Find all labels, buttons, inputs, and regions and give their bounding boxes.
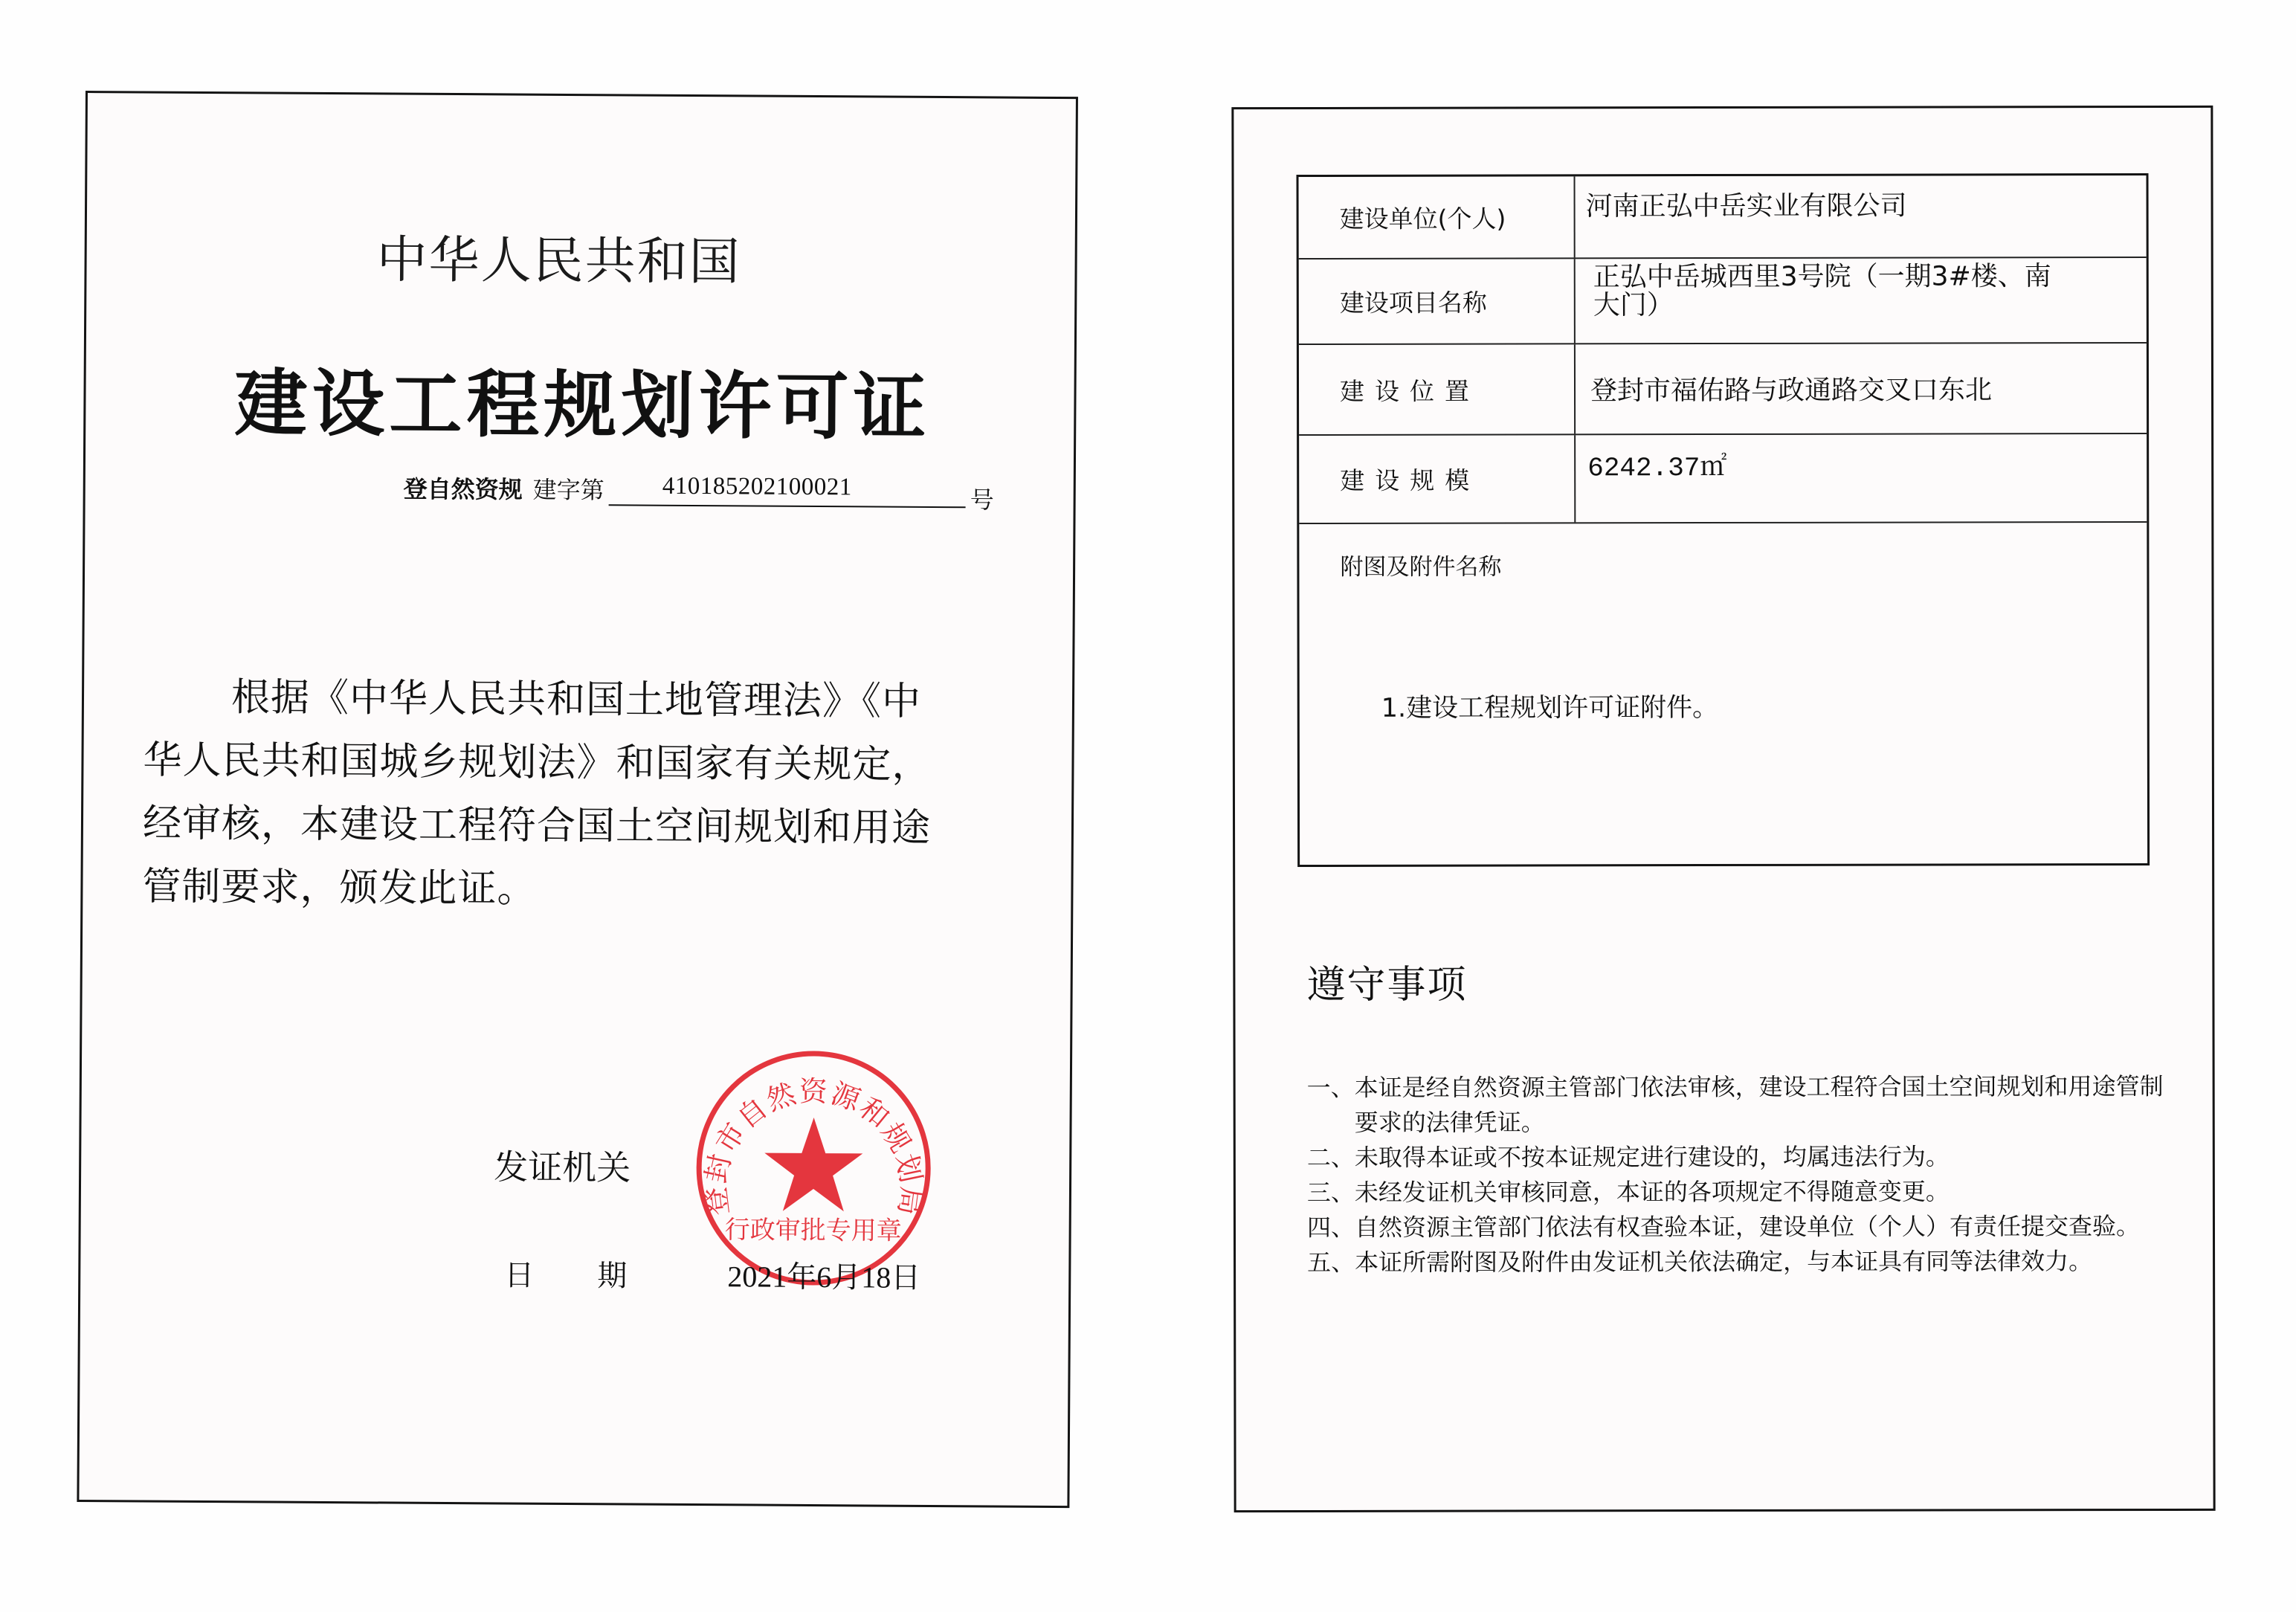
seal-outer-text: 登封市自然资源和规划局: [698, 1074, 929, 1219]
row-value-project-name: [1576, 258, 2147, 343]
note-number: 五、: [1307, 1248, 1355, 1277]
note-number: 三、: [1306, 1178, 1355, 1207]
note-item: [1307, 1139, 2177, 1176]
star-icon: [764, 1118, 863, 1212]
note-number: 一、: [1306, 1073, 1355, 1102]
project-name-line: 正弘中岳城西里3号院（一期3#楼、南: [1593, 261, 2051, 293]
note-text: 未取得本证或不按本证规定进行建设的，均属违法行为。: [1354, 1142, 1950, 1172]
note-number: 四、: [1306, 1213, 1355, 1242]
issuer-label: 发证机关: [494, 1147, 631, 1188]
row-value-location: 登封市福佑路与政通路交叉口东北: [1590, 375, 1993, 407]
table-row: [1299, 434, 2147, 523]
table-row: [1299, 258, 2147, 345]
official-seal-stamp: [694, 1048, 933, 1288]
row-label-builder: 建设单位(个人): [1299, 176, 1576, 258]
note-item: [1307, 1174, 2177, 1210]
note-item: [1307, 1244, 2177, 1280]
note-text: 本证是经自然资源主管部门依法审核，建设工程符合国土空间规划和用途管制要求的法律凭证。: [1354, 1071, 2164, 1137]
row-label-project-name: 建设项目名称: [1299, 259, 1576, 344]
country-name: 中华人民共和国: [376, 230, 741, 292]
notes-list: [1307, 1069, 2177, 1280]
notes-title: 遵守事项: [1306, 962, 1468, 1008]
project-name-line: 大门）: [1593, 290, 1674, 321]
row-value-scale: 6242.37㎡: [1587, 452, 1727, 484]
row-label-scale: 建设规模: [1299, 435, 1576, 523]
project-info-table: [1297, 173, 2150, 867]
note-item: [1307, 1069, 2177, 1141]
seal-inner-text: 行政审批专用章: [724, 1215, 902, 1246]
note-text: 未经发证机关审核同意，本证的各项规定不得随意变更。: [1354, 1177, 1950, 1207]
table-row: [1299, 344, 2147, 436]
note-text: 本证所需附图及附件由发证机关依法确定，与本证具有同等法律效力。: [1355, 1247, 2093, 1277]
note-item: [1307, 1209, 2177, 1245]
table-row: [1299, 175, 2147, 259]
certificate-number-line: [403, 471, 994, 515]
number-prefix-authority: 登自然资规: [403, 474, 523, 504]
certificate-back-page: [1231, 106, 2215, 1512]
number-prefix: 建字第: [532, 475, 604, 505]
number-suffix: 号: [970, 486, 994, 515]
statement-line: 华人民共和国城乡规划法》和国家有关规定，: [143, 738, 932, 787]
statement-line: 根据《中华人民共和国土地管理法》《中: [230, 675, 922, 724]
date-label-period: 期: [597, 1259, 628, 1294]
attachments-section: [1299, 521, 2147, 865]
attachment-item: 1.建设工程规划许可证附件。: [1381, 693, 1719, 723]
certificate-number-field: [609, 473, 966, 508]
certificate-front-page: [77, 91, 1078, 1508]
note-text: 自然资源主管部门依法有权查验本证，建设单位（个人）有责任提交查验。: [1354, 1212, 2141, 1242]
statement-line: 管制要求，颁发此证。: [142, 864, 537, 912]
row-label-location: 建设位置: [1299, 344, 1576, 434]
row-value-builder: 河南正弘中岳实业有限公司: [1585, 190, 1907, 222]
certificate-title: 建设工程规划许可证: [234, 361, 931, 451]
issue-date: 2021年6月18日: [727, 1260, 921, 1295]
attachments-title: 附图及附件名称: [1340, 553, 1502, 581]
note-number: 二、: [1306, 1143, 1355, 1172]
statement-line: 经审核，本建设工程符合国土空间规划和用途: [142, 801, 932, 851]
certificate-number: 410185202100021: [662, 472, 852, 501]
certificate-statement: [142, 665, 1036, 923]
date-label-day: 日: [504, 1258, 535, 1293]
